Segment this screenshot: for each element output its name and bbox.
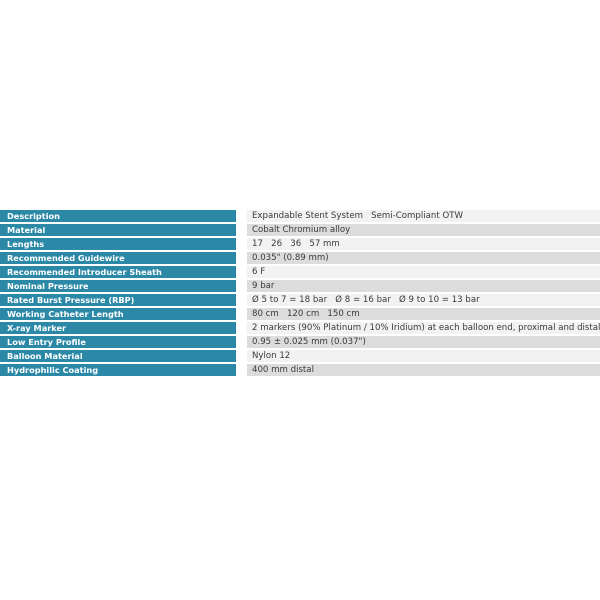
spec-row-working-catheter-length xyxy=(0,308,600,322)
spec-value: 17 26 36 57 mm xyxy=(247,238,600,251)
spec-label: Lengths xyxy=(0,238,236,251)
spec-value: Nylon 12 xyxy=(247,350,600,363)
spec-row-x-ray-marker xyxy=(0,322,600,336)
spec-row-nominal-pressure xyxy=(0,280,600,294)
spec-label: Recommended Guidewire xyxy=(0,252,236,265)
spec-row-recommended-guidewire xyxy=(0,252,600,266)
spec-row-balloon-material xyxy=(0,350,600,364)
spec-row-rated-burst-pressure xyxy=(0,294,600,308)
spec-value: 400 mm distal xyxy=(247,364,600,377)
spec-label: X-ray Marker xyxy=(0,322,236,335)
spec-value: 9 bar xyxy=(247,280,600,293)
specification-table xyxy=(0,210,600,378)
spec-label: Low Entry Profile xyxy=(0,336,236,349)
spec-row-hydrophilic-coating xyxy=(0,364,600,378)
spec-row-low-entry-profile xyxy=(0,336,600,350)
spec-value: 2 markers (90% Platinum / 10% Iridium) at each balloon end, proximal and distal xyxy=(247,322,600,335)
spec-row-recommended-introducer-sheath xyxy=(0,266,600,280)
spec-value: Ø 5 to 7 = 18 bar Ø 8 = 16 bar Ø 9 to 10 = 13 bar xyxy=(247,294,600,307)
spec-value: Expandable Stent System Semi-Compliant OTW xyxy=(247,210,600,223)
spec-label: Balloon Material xyxy=(0,350,236,363)
spec-label: Working Catheter Length xyxy=(0,308,236,321)
spec-label: Recommended Introducer Sheath xyxy=(0,266,236,279)
spec-value: 0.95 ± 0.025 mm (0.037") xyxy=(247,336,600,349)
spec-label: Material xyxy=(0,224,236,237)
spec-label: Rated Burst Pressure (RBP) xyxy=(0,294,236,307)
spec-row-material xyxy=(0,224,600,238)
spec-row-description xyxy=(0,210,600,224)
spec-label: Description xyxy=(0,210,236,223)
spec-value: 80 cm 120 cm 150 cm xyxy=(247,308,600,321)
spec-value: Cobalt Chromium alloy xyxy=(247,224,600,237)
spec-label: Nominal Pressure xyxy=(0,280,236,293)
spec-value: 6 F xyxy=(247,266,600,279)
spec-label: Hydrophilic Coating xyxy=(0,364,236,377)
spec-row-lengths xyxy=(0,238,600,252)
spec-value: 0.035" (0.89 mm) xyxy=(247,252,600,265)
